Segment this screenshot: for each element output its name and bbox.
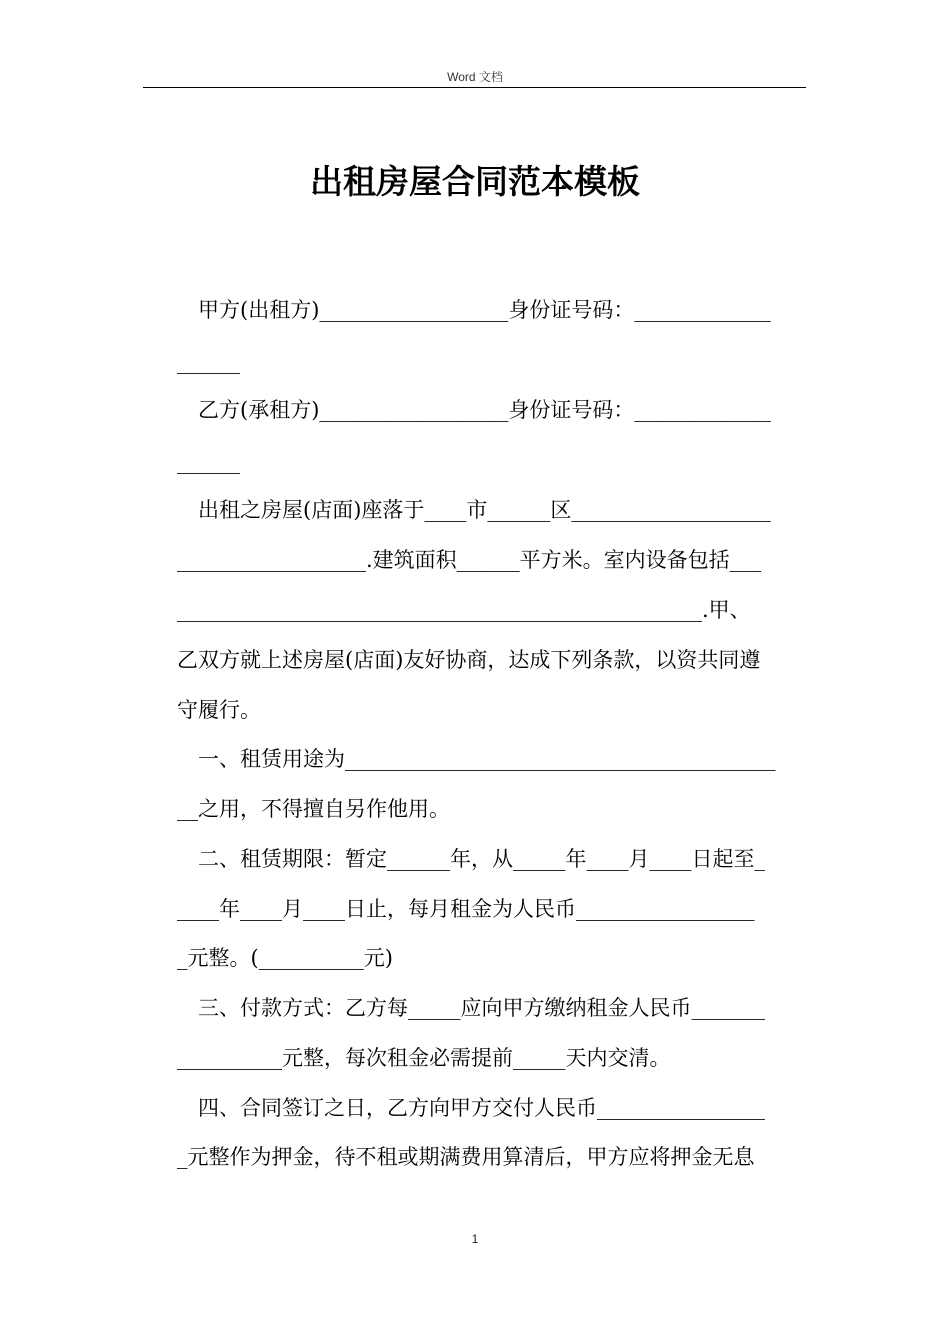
contract-line: 二、租赁期限：暂定______年，从_____年____月____日起至_ — [177, 847, 765, 871]
contract-line: _元整。(__________元) — [177, 946, 393, 970]
contract-line: __之用，不得擅自另作他用。 — [177, 797, 450, 821]
contract-line: 乙双方就上述房屋(店面)友好协商，达成下列条款，以资共同遵 — [177, 648, 761, 672]
contract-line: 一、租赁用途为_________________________________________ — [177, 747, 776, 771]
contract-line: 出租之房屋(店面)座落于____市______区___________________ — [177, 498, 771, 522]
page-number: 1 — [471, 1232, 479, 1246]
contract-line: ______ — [177, 350, 240, 374]
contract-line: 甲方(出租方)__________________身份证号码：_____________ — [177, 298, 771, 322]
contract-line: __________________.建筑面积______平方米。室内设备包括___ — [177, 548, 762, 572]
header-divider — [143, 87, 806, 88]
contract-line: _元整作为押金，待不租或期满费用算清后，甲方应将押金无息 — [177, 1145, 755, 1169]
contract-line: 守履行。 — [177, 698, 261, 722]
contract-line: __________________________________________________.甲、 — [177, 598, 751, 622]
contract-line: 乙方(承租方)__________________身份证号码：_____________ — [177, 398, 771, 422]
contract-line: ____年____月____日止，每月租金为人民币_________________ — [177, 897, 755, 921]
contract-line: 三、付款方式：乙方每_____应向甲方缴纳租金人民币_______ — [177, 996, 765, 1020]
contract-line: 四、合同签订之日，乙方向甲方交付人民币________________ — [177, 1096, 765, 1120]
contract-line: ______ — [177, 450, 240, 474]
page-header-label: Word 文档 — [447, 70, 503, 84]
contract-line: __________元整，每次租金必需提前_____天内交清。 — [177, 1046, 671, 1070]
document-title: 出租房屋合同范本模板 — [310, 162, 640, 201]
